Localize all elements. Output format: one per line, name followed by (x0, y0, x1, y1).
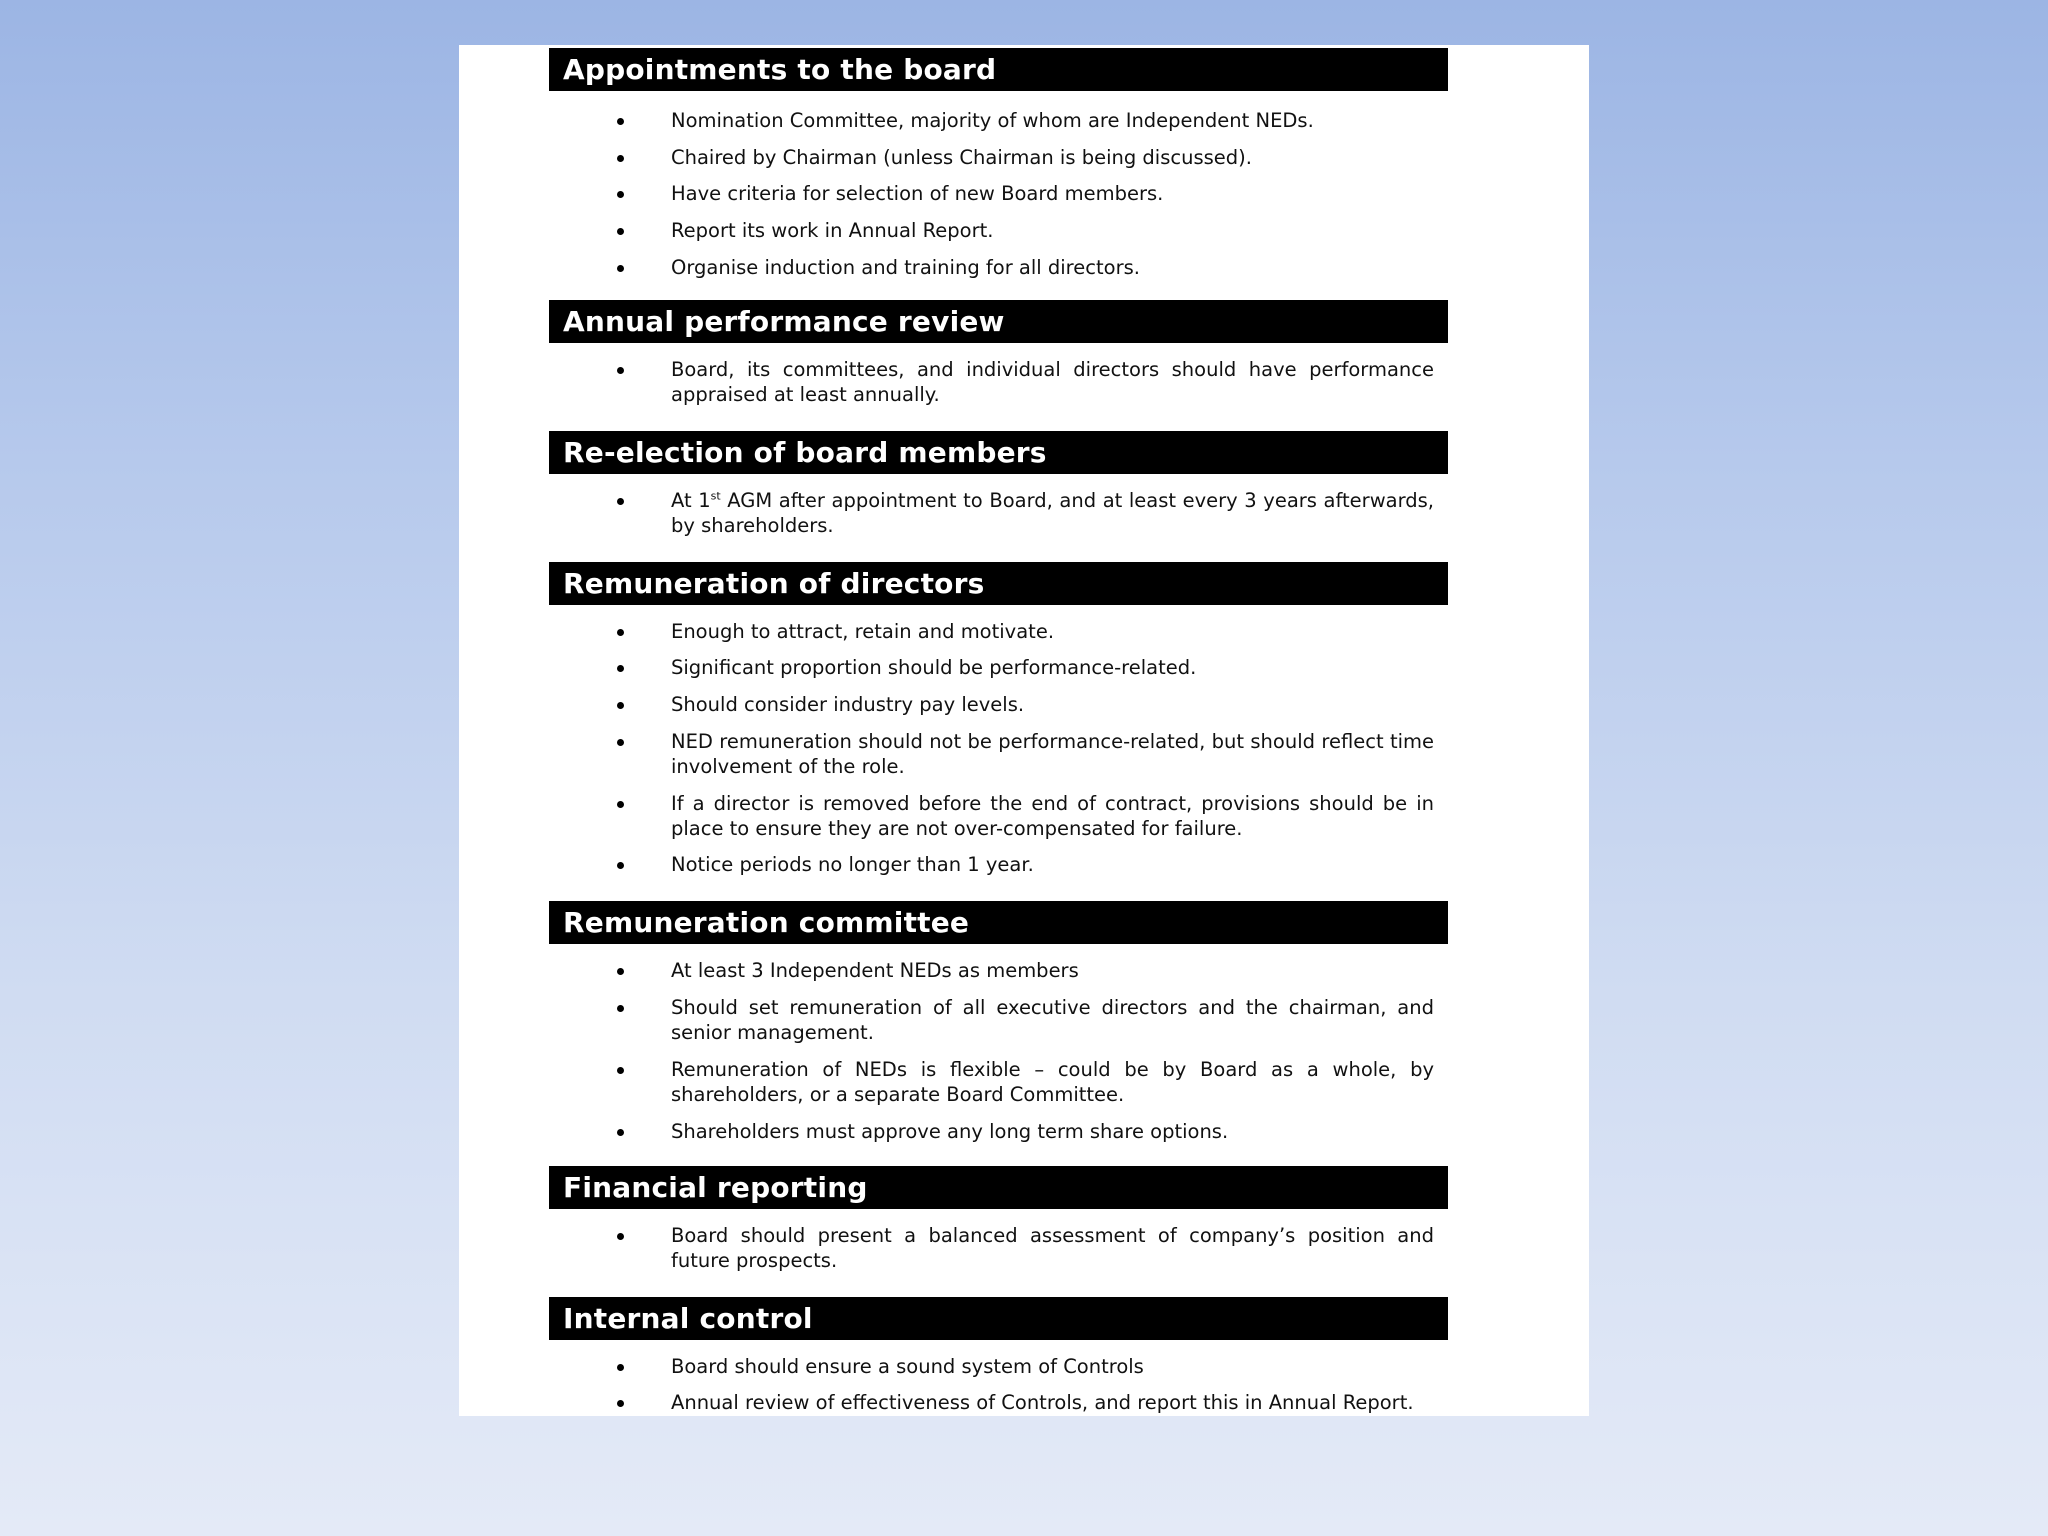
bullet-list (549, 619, 1448, 877)
bullet-text: Board, its committees, and individual directors should have performance appraised at least annually. (671, 358, 1434, 406)
document-page (459, 45, 1589, 1416)
bullet-item (549, 1223, 1448, 1273)
bullet-item (549, 1390, 1448, 1415)
bullet-dot-icon (617, 862, 624, 869)
bullet-text: Chaired by Chairman (unless Chairman is being discussed). (671, 146, 1252, 169)
section-heading: Internal control (549, 1297, 1448, 1340)
bullet-text: Should set remuneration of all executive directors and the chairman, and senior management. (671, 996, 1434, 1044)
bullet-item (549, 1057, 1448, 1107)
section-heading: Financial reporting (549, 1166, 1448, 1209)
bullet-item (549, 655, 1448, 680)
bullet-dot-icon (617, 629, 624, 636)
bullet-text: Should consider industry pay levels. (671, 693, 1025, 716)
bullet-text: Remuneration of NEDs is flexible – could be by Board as a whole, by shareholders, or a separate Board Committee. (671, 1058, 1434, 1106)
bullet-text: Enough to attract, retain and motivate. (671, 620, 1055, 643)
bullet-dot-icon (617, 191, 624, 198)
bullet-item (549, 255, 1448, 280)
bullet-dot-icon (617, 228, 624, 235)
bullet-dot-icon (617, 702, 624, 709)
section-heading: Remuneration of directors (549, 562, 1448, 605)
bullet-dot-icon (617, 968, 624, 975)
bullet-item (549, 1119, 1448, 1144)
section-heading: Annual performance review (549, 300, 1448, 343)
bullet-text: Organise induction and training for all directors. (671, 256, 1140, 279)
bullet-item (549, 145, 1448, 170)
bullet-dot-icon (617, 118, 624, 125)
bullet-text: Significant proportion should be performance-related. (671, 656, 1197, 679)
bullet-item (549, 218, 1448, 243)
bullet-dot-icon (617, 1005, 624, 1012)
bullet-item (549, 181, 1448, 206)
bullet-text: Annual review of effectiveness of Controls, and report this in Annual Report. (671, 1391, 1414, 1414)
bullet-list (549, 108, 1448, 280)
bullet-list (549, 958, 1448, 1144)
bullet-dot-icon (617, 1400, 624, 1407)
bullet-text: Board should ensure a sound system of Controls (671, 1355, 1144, 1378)
bullet-item (549, 488, 1448, 538)
bullet-dot-icon (617, 739, 624, 746)
bullet-dot-icon (617, 1233, 624, 1240)
bullet-item (549, 1354, 1448, 1379)
section-heading: Re-election of board members (549, 431, 1448, 474)
bullet-text-prefix: At 1 (671, 489, 711, 512)
bullet-dot-icon (617, 1129, 624, 1136)
bullet-text: Notice periods no longer than 1 year. (671, 853, 1034, 876)
bullet-text: Have criteria for selection of new Board members. (671, 182, 1164, 205)
bullet-item (549, 791, 1448, 841)
bullet-list (549, 1223, 1448, 1273)
bullet-text: At least 3 Independent NEDs as members (671, 959, 1079, 982)
bullet-dot-icon (617, 155, 624, 162)
bullet-item (549, 692, 1448, 717)
bullet-text (671, 489, 1434, 537)
bullet-dot-icon (617, 665, 624, 672)
bullet-text: Nomination Committee, majority of whom are Independent NEDs. (671, 109, 1314, 132)
bullet-text: If a director is removed before the end of contract, provisions should be in place to ensure they are not over-compensated for failure. (671, 792, 1434, 840)
bullet-text: Board should present a balanced assessment of company’s position and future prospects. (671, 1224, 1434, 1272)
bullet-list (549, 1354, 1448, 1415)
bullet-item (549, 108, 1448, 133)
bullet-item (549, 852, 1448, 877)
bullet-dot-icon (617, 1364, 624, 1371)
bullet-dot-icon (617, 498, 624, 505)
bullet-item (549, 995, 1448, 1045)
bullet-text: Report its work in Annual Report. (671, 219, 994, 242)
bullet-item (549, 357, 1448, 407)
bullet-dot-icon (617, 265, 624, 272)
bullet-item (549, 729, 1448, 779)
bullet-dot-icon (617, 801, 624, 808)
bullet-dot-icon (617, 1067, 624, 1074)
section-heading: Appointments to the board (549, 48, 1448, 91)
bullet-text-suffix: AGM after appointment to Board, and at least every 3 years afterwards, by shareholders. (671, 489, 1434, 537)
bullet-list (549, 488, 1448, 538)
bullet-item (549, 619, 1448, 644)
bullet-list (549, 357, 1448, 407)
bullet-text: NED remuneration should not be performance-related, but should reflect time involvement of the role. (671, 730, 1434, 778)
document-content (549, 48, 1448, 1415)
section-heading: Remuneration committee (549, 901, 1448, 944)
bullet-item (549, 958, 1448, 983)
bullet-dot-icon (617, 367, 624, 374)
bullet-text: Shareholders must approve any long term share options. (671, 1120, 1229, 1143)
ordinal-suffix: st (710, 489, 721, 503)
